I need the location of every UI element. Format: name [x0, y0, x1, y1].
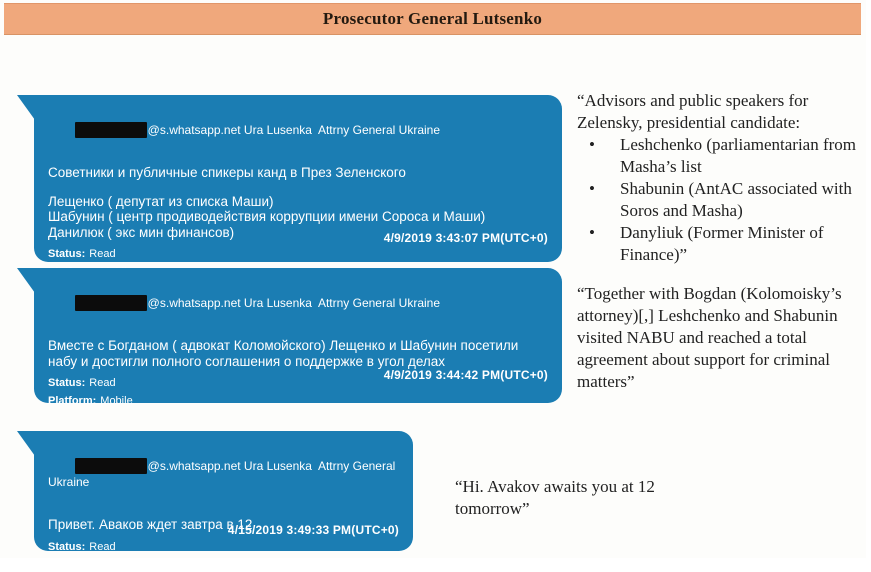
status-row: [48, 248, 548, 261]
platform-label: Platform:: [48, 558, 97, 571]
bubble-body: [34, 431, 413, 571]
status-value: Read: [89, 540, 116, 553]
redacted-phone-block: [75, 458, 147, 474]
status-label: Status:: [48, 540, 86, 553]
bullet-text: Leshchenko (parliamentarian from Masha’s list: [620, 135, 857, 176]
translation-bullet: [577, 178, 865, 222]
message-header: [48, 106, 548, 154]
message-text: Привет. Аваков ждет завтра в 12: [48, 517, 253, 532]
whatsapp-message-2: [17, 268, 562, 407]
message-text: Советники и публичные спикеры канд в През Зеленского: [48, 165, 406, 180]
bullet-marker: •: [589, 223, 595, 242]
whatsapp-message-3: [17, 431, 413, 571]
platform-value: Mobile: [100, 395, 133, 407]
translation-block-2: “Together with Bogdan (Kolomoisky’s attorney)[,] Leshchenko and Shabunin visited NABU and reached a total agreement about support for criminal matters”: [577, 284, 842, 391]
message-timestamp: 4/9/2019 3:43:07 PM(UTC+0): [383, 231, 548, 245]
status-row: [48, 541, 399, 554]
bullet-text: Shabunin (AntAC associated with Soros and Masha): [620, 179, 852, 220]
message-line: Данилюк ( экс мин финансов): [48, 224, 235, 240]
whatsapp-message-1: [17, 95, 562, 262]
sender-id: @s.whatsapp.net Ura Lusenka Attrny General Ukraine: [147, 296, 441, 310]
bullet-marker: •: [589, 179, 595, 198]
platform-row: [48, 559, 399, 572]
platform-value: Mobile: [100, 558, 133, 571]
bubble-tail: [17, 268, 35, 293]
message-header: [48, 279, 548, 327]
translation-intro: “Advisors and public speakers for Zelensky, presidential candidate:: [577, 91, 809, 132]
bubble-tail: [17, 431, 35, 456]
translation-block-1: [577, 90, 865, 266]
title-bar: [4, 3, 861, 35]
message-text: Вместе с Богданом ( адвокат Коломойского) Лещенко и Шабунин посетили набу и достигли полного соглашения о поддержке в угол делах: [48, 338, 519, 369]
platform-label: Platform:: [48, 395, 97, 407]
sender-id: @s.whatsapp.net Ura Lusenka Attrny General Ukraine: [147, 123, 441, 137]
page-title: Prosecutor General Lutsenko: [322, 9, 543, 28]
bubble-body: [34, 95, 562, 262]
translation-block-3: “Hi. Avakov awaits you at 12 tomorrow”: [455, 477, 655, 518]
platform-row: [48, 395, 548, 408]
message-line: Шабунин ( центр продиводействия коррупции имени Сороса и Маши): [48, 209, 486, 224]
message-header: [48, 442, 399, 506]
message-line: Лещенко ( депутат из списка Маши): [48, 193, 274, 209]
status-label: Status:: [48, 377, 86, 389]
redacted-phone-block: [75, 295, 147, 311]
bullet-text: Danyliuk (Former Minister of Finance)”: [620, 223, 824, 264]
bubble-body: [34, 268, 562, 407]
status-value: Read: [89, 377, 116, 389]
redacted-phone-block: [75, 122, 147, 138]
message-timestamp: 4/9/2019 3:44:42 PM(UTC+0): [383, 368, 548, 382]
translation-bullet: [577, 222, 865, 266]
status-label: Status:: [48, 248, 86, 260]
bubble-tail: [17, 95, 35, 120]
sender-id: @s.whatsapp.net Ura Lusenka Attrny General Ukraine: [48, 459, 399, 489]
bullet-marker: •: [589, 135, 595, 154]
message-timestamp: 4/15/2019 3:49:33 PM(UTC+0): [227, 523, 399, 537]
status-value: Read: [89, 248, 116, 260]
translation-bullet: [577, 134, 865, 178]
